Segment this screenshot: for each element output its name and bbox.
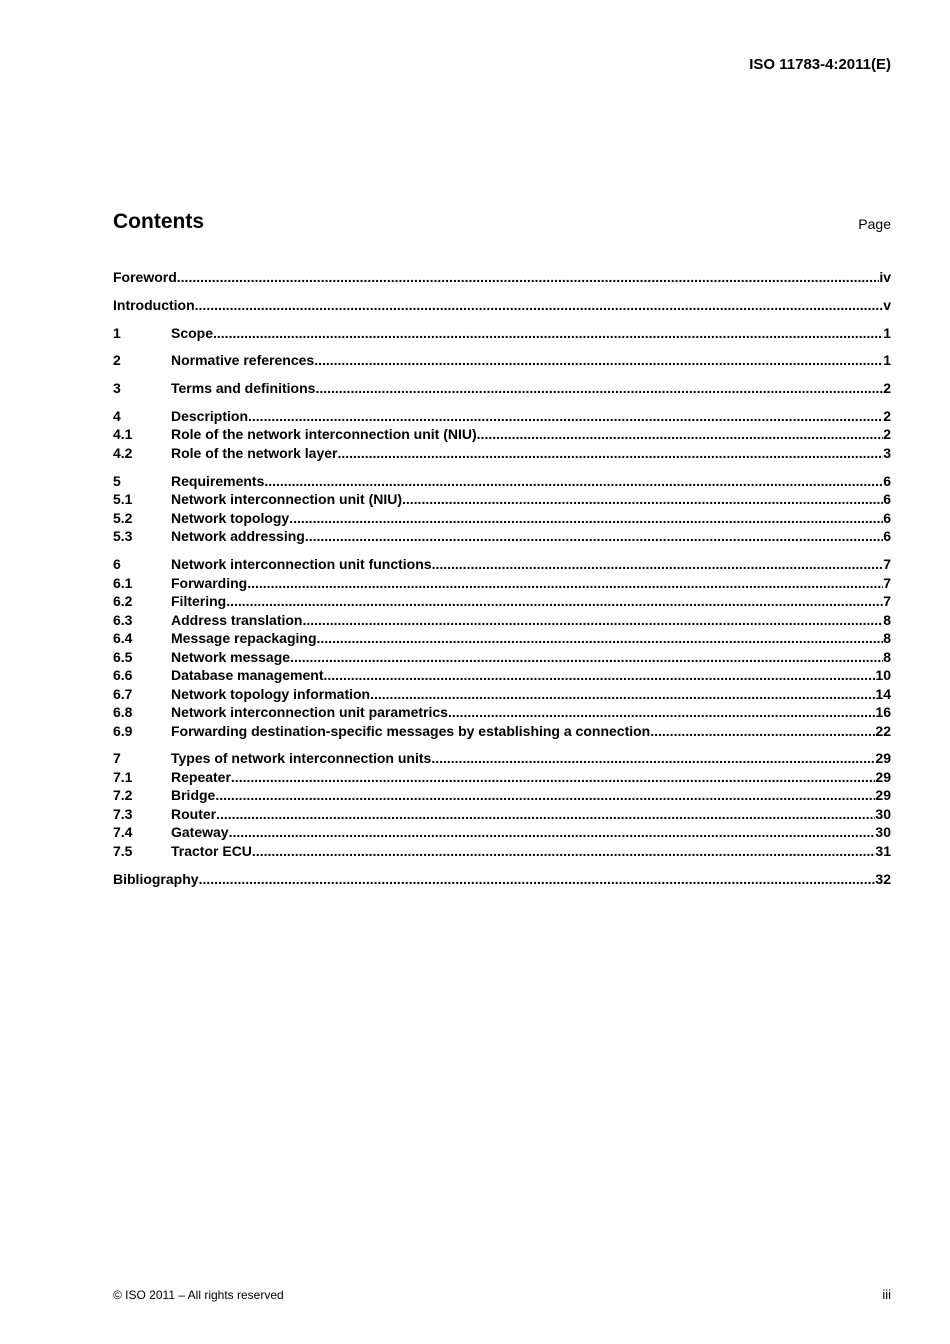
toc-entry[interactable] <box>113 823 891 842</box>
toc-entry-title: Scope <box>171 324 214 341</box>
toc-entry-page: 1 <box>883 352 891 369</box>
toc-entry-number: 6 <box>113 556 121 573</box>
toc-entry-page: 14 <box>875 685 891 702</box>
toc-entry-title: Filtering <box>171 593 227 610</box>
toc-entry-page: 2 <box>883 380 891 397</box>
toc-entry-title: Message repackaging <box>171 630 317 647</box>
toc-entry-number: 6.4 <box>113 630 133 647</box>
toc-dot-leader <box>177 268 880 287</box>
toc-dot-leader <box>370 685 875 704</box>
table-of-contents <box>113 268 891 888</box>
toc-entry-title: Network topology <box>171 509 290 526</box>
toc-entry-number: 6.2 <box>113 593 133 610</box>
toc-entry-page: 32 <box>875 870 891 887</box>
toc-entry-number: 7.5 <box>113 842 133 859</box>
toc-entry[interactable] <box>113 703 891 722</box>
toc-entry[interactable] <box>113 842 891 861</box>
toc-entry-page: 6 <box>883 528 891 545</box>
toc-dot-leader <box>305 527 883 546</box>
toc-dot-leader <box>448 703 875 722</box>
toc-entry-page: v <box>883 296 891 313</box>
toc-entry-number: 7 <box>113 750 121 767</box>
toc-entry-page: 3 <box>883 444 891 461</box>
toc-entry-number: 3 <box>113 380 121 397</box>
toc-entry-title: Router <box>171 805 217 822</box>
toc-dot-leader <box>199 870 876 889</box>
toc-entry-number: 6.6 <box>113 667 133 684</box>
toc-entry-page: 29 <box>875 768 891 785</box>
toc-dot-leader <box>231 768 876 787</box>
toc-dot-leader <box>248 407 883 426</box>
toc-dot-leader <box>195 296 884 315</box>
contents-heading: Contents <box>113 210 204 233</box>
document-identifier: ISO 11783-4:2011(E) <box>749 56 891 73</box>
toc-entry[interactable] <box>113 592 891 611</box>
toc-entry-title: Database management <box>171 667 324 684</box>
toc-entry-number: 7.3 <box>113 805 133 822</box>
toc-entry-page: 7 <box>883 556 891 573</box>
toc-dot-leader <box>315 379 883 398</box>
toc-entry-title: Role of the network layer <box>171 444 338 461</box>
toc-entry-number: 7.2 <box>113 787 133 804</box>
toc-entry-number: 6.1 <box>113 574 133 591</box>
toc-entry[interactable] <box>113 407 891 426</box>
toc-dot-leader <box>215 786 875 805</box>
toc-dot-leader <box>402 490 883 509</box>
toc-entry[interactable] <box>113 749 891 768</box>
toc-dot-leader <box>252 842 876 861</box>
toc-entry[interactable] <box>113 768 891 787</box>
toc-entry[interactable] <box>113 555 891 574</box>
toc-entry[interactable] <box>113 805 891 824</box>
toc-entry[interactable] <box>113 268 891 287</box>
toc-entry-page: 29 <box>875 750 891 767</box>
toc-entry-page: 6 <box>883 509 891 526</box>
toc-entry-page: 7 <box>883 574 891 591</box>
toc-entry[interactable] <box>113 666 891 685</box>
toc-entry-title: Address translation <box>171 611 303 628</box>
toc-entry[interactable] <box>113 490 891 509</box>
toc-entry-title: Foreword <box>113 269 177 285</box>
toc-entry-title: Introduction <box>113 296 195 313</box>
toc-entry-title: Tractor ECU <box>171 842 252 859</box>
toc-entry-number: 4 <box>113 407 121 424</box>
toc-entry-title: Forwarding destination-specific messages by establishing a connection <box>171 722 651 739</box>
toc-dot-leader <box>314 351 883 370</box>
toc-dot-leader <box>290 648 883 667</box>
toc-entry-page: 30 <box>875 824 891 841</box>
toc-entry-page: 16 <box>875 704 891 721</box>
toc-dot-leader <box>431 749 875 768</box>
toc-entry-number: 7.1 <box>113 768 133 785</box>
toc-entry-number: 5 <box>113 472 121 489</box>
toc-entry-number: 5.3 <box>113 528 133 545</box>
toc-entry-page: 1 <box>883 324 891 341</box>
toc-dot-leader <box>247 574 883 593</box>
toc-entry[interactable] <box>113 527 891 546</box>
toc-entry-page: 6 <box>883 491 891 508</box>
toc-entry-number: 4.1 <box>113 426 133 443</box>
toc-entry-page: 2 <box>883 407 891 424</box>
toc-dot-leader <box>289 509 883 528</box>
toc-dot-leader <box>324 666 876 685</box>
toc-entry-title: Network interconnection unit (NIU) <box>171 491 402 508</box>
toc-entry[interactable] <box>113 870 891 889</box>
toc-dot-leader <box>229 823 876 842</box>
toc-entry[interactable] <box>113 611 891 630</box>
toc-entry-title: Role of the network interconnection unit (NIU) <box>171 426 477 443</box>
toc-entry[interactable] <box>113 786 891 805</box>
toc-entry-page: iv <box>879 269 891 285</box>
toc-entry-title: Description <box>171 407 249 424</box>
toc-entry[interactable] <box>113 444 891 463</box>
toc-entry[interactable] <box>113 472 891 491</box>
toc-entry-title: Requirements <box>171 472 265 489</box>
toc-entry-title: Types of network interconnection units <box>171 750 432 767</box>
toc-entry-page: 29 <box>875 787 891 804</box>
toc-entry-page: 8 <box>883 648 891 665</box>
toc-entry[interactable] <box>113 296 891 315</box>
toc-entry-page: 22 <box>875 722 891 739</box>
toc-entry-title: Repeater <box>171 768 231 785</box>
toc-entry[interactable] <box>113 574 891 593</box>
toc-dot-leader <box>226 592 883 611</box>
toc-entry-number: 5.2 <box>113 509 133 526</box>
toc-entry[interactable] <box>113 722 891 741</box>
toc-entry-title: Bibliography <box>113 870 199 887</box>
toc-entry[interactable] <box>113 648 891 667</box>
toc-entry-number: 5.1 <box>113 491 133 508</box>
toc-entry-title: Bridge <box>171 787 216 804</box>
toc-entry-title: Network interconnection unit parametrics <box>171 704 448 721</box>
page-number: iii <box>882 1287 891 1302</box>
toc-entry-page: 6 <box>883 472 891 489</box>
toc-entry-title: Normative references <box>171 352 315 369</box>
toc-entry-number: 6.5 <box>113 648 133 665</box>
toc-entry-number: 7.4 <box>113 824 133 841</box>
toc-dot-leader <box>477 425 884 444</box>
toc-entry-title: Forwarding <box>171 574 248 591</box>
toc-entry-title: Gateway <box>171 824 229 841</box>
toc-entry[interactable] <box>113 425 891 444</box>
toc-dot-leader <box>650 722 875 741</box>
toc-entry-title: Network topology information <box>171 685 371 702</box>
toc-entry-title: Network message <box>171 648 291 665</box>
toc-entry[interactable] <box>113 629 891 648</box>
toc-dot-leader <box>216 805 875 824</box>
toc-entry-number: 4.2 <box>113 444 133 461</box>
toc-dot-leader <box>264 472 883 491</box>
toc-entry-number: 6.9 <box>113 722 133 739</box>
toc-entry-page: 8 <box>883 611 891 628</box>
toc-entry[interactable] <box>113 685 891 704</box>
toc-entry[interactable] <box>113 324 891 343</box>
toc-dot-leader <box>317 629 884 648</box>
toc-entry-page: 31 <box>875 842 891 859</box>
toc-entry-number: 1 <box>113 324 121 341</box>
toc-dot-leader <box>213 324 883 343</box>
toc-entry[interactable] <box>113 379 891 398</box>
page-column-label: Page <box>858 216 891 232</box>
toc-dot-leader <box>302 611 883 630</box>
toc-entry-page: 30 <box>875 805 891 822</box>
toc-entry-number: 2 <box>113 352 121 369</box>
toc-entry[interactable] <box>113 351 891 370</box>
toc-entry-number: 6.7 <box>113 685 133 702</box>
toc-entry-page: 2 <box>883 426 891 443</box>
toc-entry-number: 6.8 <box>113 704 133 721</box>
toc-entry-title: Terms and definitions <box>171 380 316 397</box>
toc-entry-title: Network interconnection unit functions <box>171 556 432 573</box>
toc-entry-page: 7 <box>883 593 891 610</box>
toc-dot-leader <box>432 555 884 574</box>
toc-entry-page: 8 <box>883 630 891 647</box>
toc-entry-number: 6.3 <box>113 611 133 628</box>
toc-entry[interactable] <box>113 509 891 528</box>
toc-entry-title: Network addressing <box>171 528 305 545</box>
toc-dot-leader <box>337 444 883 463</box>
copyright-notice: © ISO 2011 – All rights reserved <box>113 1288 284 1302</box>
toc-entry-page: 10 <box>875 667 891 684</box>
